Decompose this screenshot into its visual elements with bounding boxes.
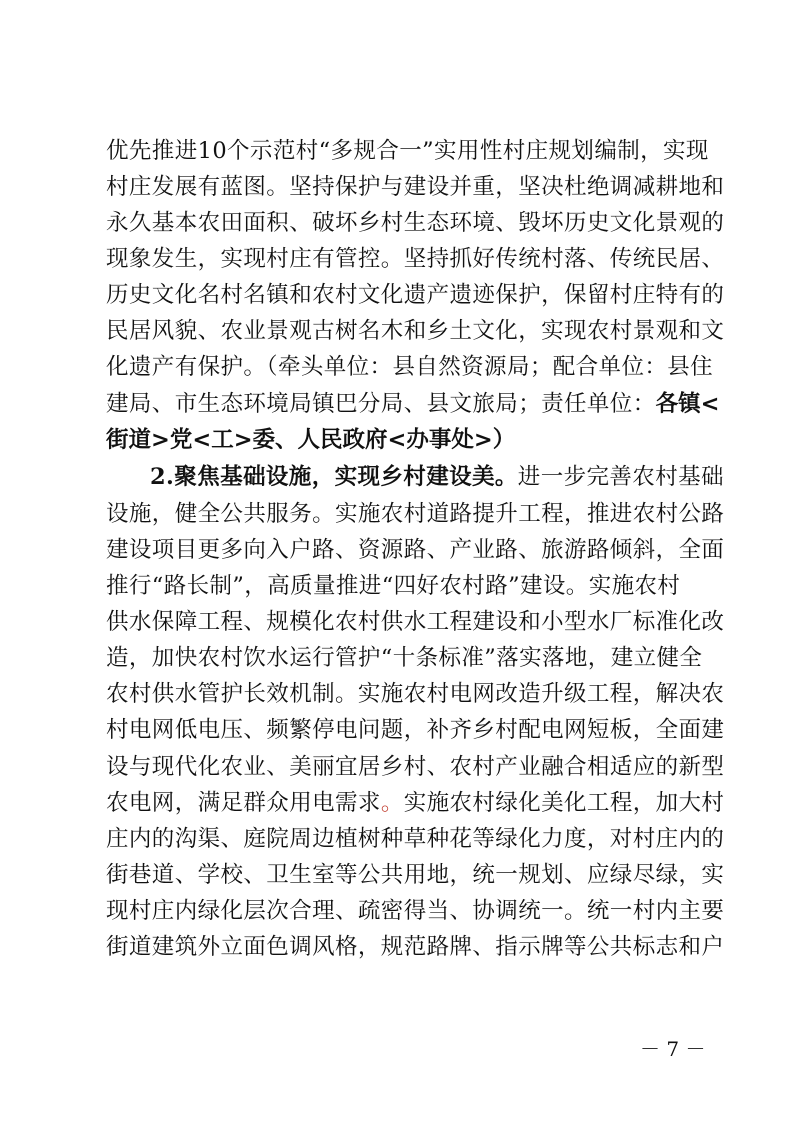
text-line: 永久基本农田面积、破坏乡村生态环境、毁坏历史文化景观的 (106, 210, 725, 236)
text-line: 农村供水管护长效机制。实施农村电网改造升级工程，解决农 (106, 681, 725, 707)
responsible-unit-line: 街道>党<工>委、人民政府<办事处>） (106, 427, 516, 453)
text-line: 化遗产有保护。（牵头单位：县自然资源局；配合单位：县住 (106, 354, 714, 380)
text-line: 造，加快农村饮水运行管护“十条标准”落实落地，建立健全 (106, 645, 703, 671)
text-segment: 进一步完善农村基础 (517, 464, 724, 490)
text-segment: 实施农村绿化美化工程，加大村 (403, 790, 725, 816)
text-line: 设施，健全公共服务。实施农村道路提升工程，推进农村公路 (106, 501, 725, 527)
text-line: 现村庄内绿化层次合理、疏密得当、协调统一。统一村内主要 (106, 898, 725, 924)
text-line: 庄内的沟渠、庭院周边植树种草种花等绿化力度，对村庄内的 (106, 826, 725, 852)
section-heading-line (150, 463, 724, 491)
text-line (106, 789, 725, 817)
text-line: 村电网低电压、频繁停电问题，补齐乡村配电网短板，全面建 (106, 717, 725, 743)
text-line: 街巷道、学校、卫生室等公共用地，统一规划、应绿尽绿，实 (106, 862, 725, 888)
text-line: 历史文化名村名镇和农村文化遗产遗迹保护，保留村庄特有的 (106, 282, 725, 308)
text-line: 村庄发展有蓝图。坚持保护与建设并重，坚决杜绝调减耕地和 (106, 174, 725, 200)
text-line: 推行“路长制”，高质量推进“四好农村路”建设。实施农村 (106, 573, 681, 599)
text-segment: 建局、市生态环境局镇巴分局、县文旅局；责任单位： (106, 391, 656, 417)
text-line: 供水保障工程、规模化农村供水工程建设和小型水厂标准化改 (106, 609, 725, 635)
text-line: 现象发生，实现村庄有管控。坚持抓好传统村落、传统民居、 (106, 246, 725, 272)
text-segment: 农电网，满足群众用电需求 (106, 790, 381, 816)
text-line: 民居风貌、农业景观古树名木和乡土文化，实现农村景观和文 (106, 318, 725, 344)
text-line: 建设项目更多向入户路、资源路、产业路、旅游路倾斜，全面 (106, 537, 725, 563)
responsible-unit-text: 各镇< (655, 391, 720, 417)
page-number: － 7 － (640, 1037, 706, 1061)
text-line: 设与现代化农业、美丽宜居乡村、农村产业融合相适应的新型 (106, 754, 725, 780)
red-mark: 。 (380, 790, 404, 816)
text-line: 街道建筑外立面色调风格，规范路牌、指示牌等公共标志和户 (106, 934, 725, 960)
text-line: 优先推进10个示范村“多规合一”实用性村庄规划编制，实现 (106, 138, 709, 164)
text-line (106, 390, 720, 418)
section-heading: 2.聚焦基础设施，实现乡村建设美。 (150, 464, 518, 490)
